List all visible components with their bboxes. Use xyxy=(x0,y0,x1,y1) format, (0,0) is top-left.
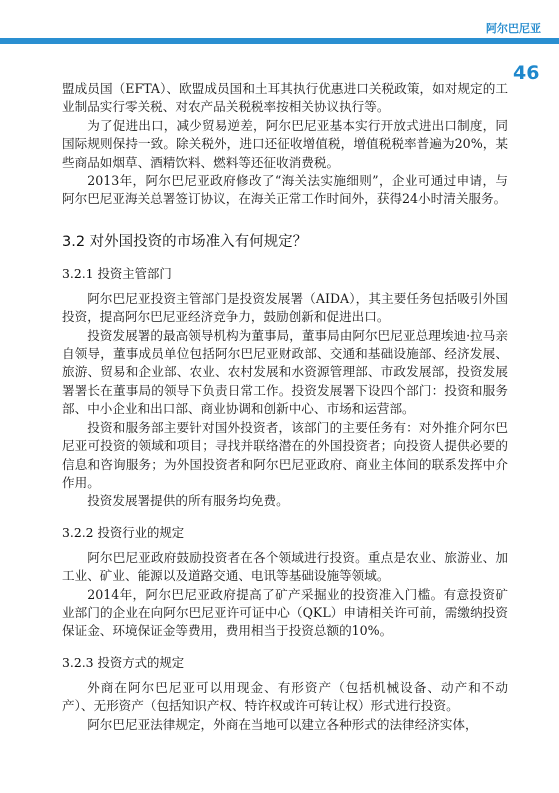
subsection-heading-3-2-1: 3.2.1 投资主管部门 xyxy=(62,265,172,281)
page-body xyxy=(62,80,508,734)
paragraph: 阿尔巴尼亚法律规定，外商在当地可以建立各种形式的法律经济实体， xyxy=(87,716,478,732)
paragraph: 盟成员国（EFTA）、欧盟成员国和土耳其执行优惠进口关税政策，如对规定的工业制品实行零关税、对农产品关税税率按相关协议执行等。 xyxy=(62,81,508,115)
section-heading-3-2: 3.2 对外国投资的市场准入有何规定？ xyxy=(62,233,308,250)
paragraph: 外商在阿尔巴尼亚可以用现金、有形资产（包括机械设备、动产和不动产）、无形资产（包括知识产权、特许权或许可转让权）形式进行投资。 xyxy=(62,679,508,714)
paragraph: 2014年，阿尔巴尼亚政府提高了矿产采掘业的投资准入门槛。有意投资矿业部门的企业在向阿尔巴尼亚许可证中心（QKL）申请相关许可前，需缴纳投资保证金、环境保证金等费用，费用相当于投资总额的10%。 xyxy=(62,586,508,639)
paragraph: 为了促进出口，减少贸易逆差，阿尔巴尼亚基本实行开放式进出口制度，同国际规则保持一致。除关税外，进口还征收增值税，增值税税率普遍为20%，某些商品如烟草、酒精饮料、燃料等还征收消费税。 xyxy=(62,117,508,170)
header-bar xyxy=(0,38,559,44)
subsection-heading-3-2-3: 3.2.3 投资方式的规定 xyxy=(62,654,185,670)
page-number: 46 xyxy=(513,62,540,84)
paragraph: 阿尔巴尼亚投资主管部门是投资发展署（AIDA），其主要任务包括吸引外国投资，提高阿尔巴尼亚经济竞争力，鼓励创新和促进出口。 xyxy=(62,290,508,325)
paragraph: 阿尔巴尼亚政府鼓励投资者在各个领域进行投资。重点是农业、旅游业、加工业、矿业、能源以及道路交通、电讯等基础设施等领域。 xyxy=(62,549,508,584)
paragraph: 投资和服务部主要针对国外投资者，该部门的主要任务有：对外推介阿尔巴尼亚可投资的领域和项目；寻找并联络潜在的外国投资者；向投资人提供必要的信息和咨询服务；为外国投资者和阿尔巴尼亚政府、商业主体间的联系发挥中介作用。 xyxy=(62,419,508,490)
subsection-heading-3-2-2: 3.2.2 投资行业的规定 xyxy=(62,524,185,540)
header-label: 阿尔巴尼亚 xyxy=(486,22,541,35)
paragraph: 投资发展署的最高领导机构为董事局，董事局由阿尔巴尼亚总理埃迪·拉马亲自领导，董事成员单位包括阿尔巴尼亚财政部、交通和基础设施部、经济发展、旅游、贸易和企业部、农业、农村发展和水资源管理部、市政发展部，投资发展署署长在董事局的领导下负责日常工作。投资发展署下设四个部门：投资和服务部、中小企业和出口部、商业协调和创新中心、市场和运营部。 xyxy=(62,327,508,417)
paragraph: 2013年，阿尔巴尼亚政府修改了“海关法实施细则”，企业可通过申请，与阿尔巴尼亚海关总署签订协议，在海关正常工作时间外，获得24小时清关服务。 xyxy=(62,173,508,207)
paragraph: 投资发展署提供的所有服务均免费。 xyxy=(87,493,289,509)
